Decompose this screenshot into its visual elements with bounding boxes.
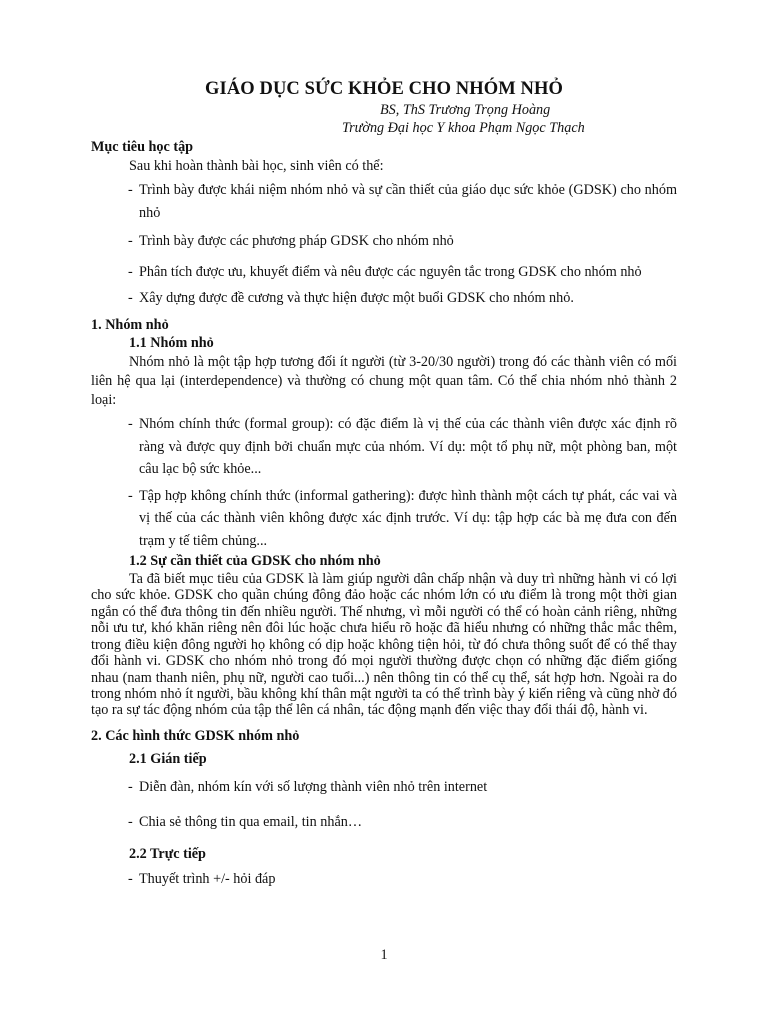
objective-item <box>91 179 677 224</box>
objective-item <box>91 287 677 309</box>
objective-item <box>91 230 677 252</box>
objective-text: Trình bày được các phương pháp GDSK cho nhóm nhỏ <box>139 233 454 250</box>
paragraph: Ta đã biết mục tiêu của GDSK là làm giúp người dân chấp nhận và duy trì những hành vi có lợi cho sức khỏe. GDSK cho quần chúng đông đảo hoặc các nhóm lớn có ưu điểm là trong một thời gian ngắn có thể đưa thông tin đến nhiều người. Thế nhưng, vì mỗi người có thể có hoàn cảnh riêng, những nỗi ưu tư, khó khăn riêng nên đôi lúc hoặc chưa hiểu rõ hoặc đã hiểu nhưng có những thắc mắc thêm, trong điều kiện đông người họ không có dịp hoặc không tiện hỏi, từ đó chưa thông suốt để có thể thay đổi hành vi. GDSK cho nhóm nhỏ trong đó mọi người thường được chọn có những đặc điểm giống nhau (nam thanh niên, phụ nữ, người cao tuổi...) nên thông tin có thể cụ thể, sát hợp hơn. Ngoài ra do trong nhóm nhỏ ít người, bầu không khí thân mật người ta có thể trình bày ý kiến riêng và cũng nhờ đó tạo ra sự tác động nhóm của tập thể lên cá nhân, tác động mạnh đến việc thay đổi thái độ, hành vi. <box>91 570 677 719</box>
subsection-heading: 2.1 Gián tiếp <box>129 750 207 767</box>
document-title: GIÁO DỤC SỨC KHỎE CHO NHÓM NHỎ <box>205 79 563 99</box>
list-item <box>91 485 677 552</box>
dash-marker: - <box>128 870 133 887</box>
objective-text: Xây dựng được đề cương và thực hiện được một buổi GDSK cho nhóm nhỏ. <box>139 290 574 307</box>
dash-marker: - <box>128 290 133 307</box>
list-item <box>91 811 677 833</box>
dash-marker: - <box>128 487 133 504</box>
dash-marker: - <box>128 182 133 199</box>
section-heading: 2. Các hình thức GDSK nhóm nhỏ <box>91 727 300 744</box>
dash-marker: - <box>128 779 133 796</box>
dash-marker: - <box>128 233 133 250</box>
objectives-intro: Sau khi hoàn thành bài học, sinh viên có thể: <box>129 157 384 174</box>
list-item-text: Nhóm chính thức (formal group): có đặc điểm là vị thế của các thành viên được xác định rõ ràng và được quy định bởi chuẩn mực của nhóm. Ví dụ: một tổ phụ nữ, một phòng ban, một câu lạc bộ sức khỏe... <box>139 416 677 478</box>
list-item <box>91 776 677 798</box>
dash-marker: - <box>128 813 133 830</box>
author-line: BS, ThS Trương Trọng Hoàng <box>380 102 551 118</box>
objective-text: Trình bày được khái niệm nhóm nhỏ và sự cần thiết của giáo dục sức khỏe (GDSK) cho nhóm nhỏ <box>139 182 677 221</box>
list-item <box>91 868 677 890</box>
list-item-text: Diễn đàn, nhóm kín với số lượng thành viên nhỏ trên internet <box>139 779 488 796</box>
affiliation-line: Trường Đại học Y khoa Phạm Ngọc Thạch <box>342 120 585 136</box>
list-item-text: Chia sẻ thông tin qua email, tin nhắn… <box>139 813 363 830</box>
paragraph: Nhóm nhỏ là một tập hợp tương đối ít người (từ 3-20/30 người) trong đó các thành viên có mối liên hệ qua lại (interdependence) và thường có chung một quan tâm. Có thể chia nhóm nhỏ thành 2 loại: <box>91 354 677 408</box>
subsection-heading: 1.1 Nhóm nhỏ <box>129 335 214 352</box>
dash-marker: - <box>128 416 133 433</box>
subsection-heading: 1.2 Sự cần thiết của GDSK cho nhóm nhỏ <box>129 552 381 569</box>
list-item-text: Thuyết trình +/- hỏi đáp <box>139 870 276 887</box>
objectives-heading: Mục tiêu học tập <box>91 139 194 155</box>
list-item-text: Tập hợp không chính thức (informal gathering): được hình thành một cách tự phát, các vai và vị thế của các thành viên không được xác định trước. Ví dụ: tập hợp các bà mẹ đưa con đến trạm y tế tiêm chủng... <box>139 487 677 549</box>
document-body <box>91 138 677 890</box>
objective-text: Phân tích được ưu, khuyết điểm và nêu được các nguyên tắc trong GDSK cho nhóm nhỏ <box>139 263 642 280</box>
section-heading: 1. Nhóm nhỏ <box>91 316 169 333</box>
page-number: 1 <box>380 947 388 963</box>
list-item <box>91 413 677 480</box>
dash-marker: - <box>128 263 133 280</box>
subsection-heading: 2.2 Trực tiếp <box>129 846 206 863</box>
objective-item <box>91 261 677 283</box>
